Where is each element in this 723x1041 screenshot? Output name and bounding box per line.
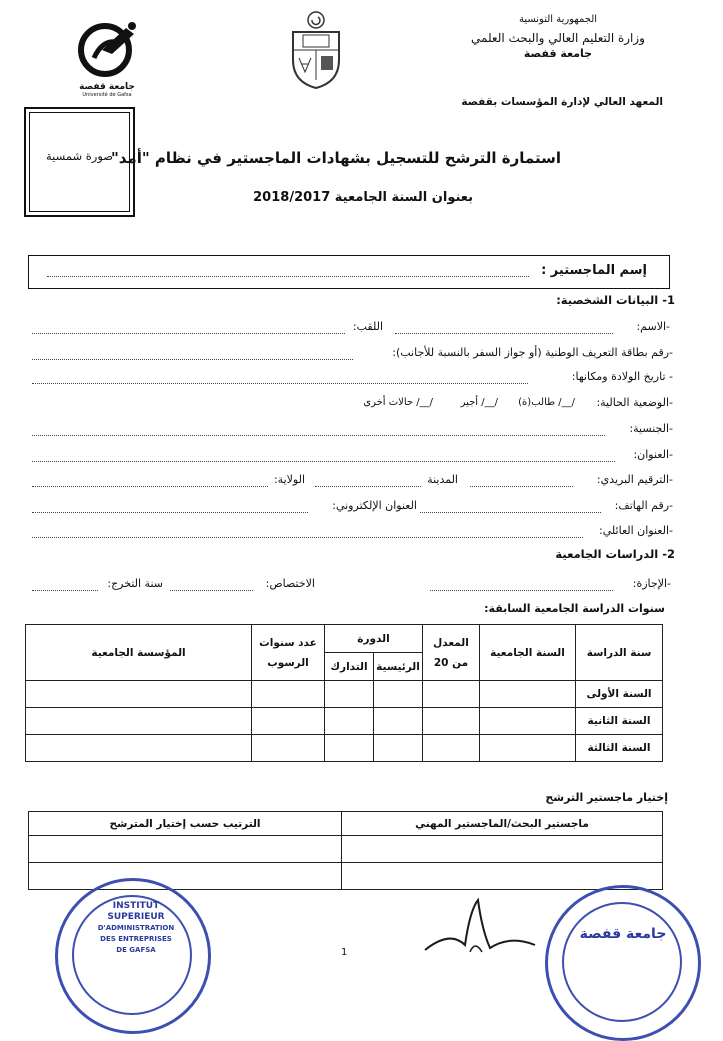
form-title: استمارة الترشح للتسجيل بشهادات الماجستير في نظام "أمد" bbox=[110, 149, 561, 167]
state-field[interactable] bbox=[32, 486, 268, 487]
status-option-employee[interactable]: /__/ أجير bbox=[460, 397, 498, 408]
specialty-label: الاختصاص: bbox=[265, 577, 315, 590]
degree-label: -الإجازة: bbox=[632, 577, 671, 590]
name-field[interactable] bbox=[395, 333, 613, 334]
stamp-line: DE GAFSA bbox=[116, 946, 156, 954]
grad-year-field[interactable] bbox=[32, 590, 98, 591]
master-name-box[interactable] bbox=[28, 255, 670, 289]
page-number: 1 bbox=[341, 947, 348, 958]
email-label: العنوان الإلكتروني: bbox=[332, 499, 417, 512]
header-main: الرئيسية bbox=[374, 653, 423, 681]
family-address-field[interactable] bbox=[32, 537, 583, 538]
state-label: الولاية: bbox=[273, 473, 305, 486]
stamp-line: DES ENTREPRISES bbox=[100, 935, 172, 943]
previous-years-label: سنوات الدراسة الجامعية السابقة: bbox=[484, 602, 665, 615]
stamp-line: INSTITUT bbox=[112, 901, 160, 911]
family-address-label: -العنوان العائلي: bbox=[599, 524, 673, 537]
form-subtitle: بعنوان السنة الجامعية 2018/2017 bbox=[253, 190, 473, 205]
name-label: -الاسم: bbox=[636, 320, 670, 333]
status-label: -الوضعية الحالية: bbox=[596, 396, 673, 409]
section2-heading: 2- الدراسات الجامعية bbox=[555, 547, 675, 561]
header-master: ماجستير البحث/الماجستير المهني bbox=[342, 812, 663, 836]
university-stamp bbox=[545, 885, 701, 1041]
institute-stamp bbox=[55, 878, 211, 1034]
header-academic-year: السنة الجامعية bbox=[480, 625, 576, 681]
nationality-label: -الجنسية: bbox=[629, 422, 673, 435]
master-name-label: إسم الماجستير : bbox=[541, 263, 647, 278]
stamp-text: جامعة قفصة bbox=[579, 926, 667, 942]
nationality-field[interactable] bbox=[32, 435, 605, 436]
header-rank: الترتيب حسب إختيار المترشح bbox=[29, 812, 342, 836]
header-fail-years-line2: الرسوب bbox=[267, 656, 309, 669]
gafsa-logo-icon bbox=[72, 20, 142, 78]
header-average-line1: المعدل bbox=[433, 636, 469, 649]
choice-heading: إختيار ماجستير الترشح bbox=[545, 791, 668, 804]
institute-label: المعهد العالي لإدارة المؤسسات بقفصة bbox=[461, 96, 663, 108]
stamp-line: D'ADMINISTRATION bbox=[97, 924, 175, 932]
row-label: السنة الثانية bbox=[576, 708, 663, 735]
status-option-other[interactable]: /__/ حالات أخرى bbox=[363, 397, 433, 408]
section1-heading: 1- البيانات الشخصية: bbox=[556, 293, 675, 307]
row-label: السنة الأولى bbox=[576, 681, 663, 708]
header-fail-years-line1: عدد سنوات bbox=[259, 636, 317, 649]
id-label: -رقم بطاقة التعريف الوطنية (أو جواز السفر بالنسبة للأجانب): bbox=[392, 346, 673, 359]
master-name-field[interactable] bbox=[47, 276, 529, 277]
university-label: جامعة قفصة bbox=[523, 47, 593, 60]
table-row bbox=[26, 708, 663, 735]
stamp-line: SUPERIEUR bbox=[107, 912, 165, 922]
header-retake: التدارك bbox=[325, 653, 374, 681]
row-label: السنة الثالثة bbox=[576, 735, 663, 762]
email-field[interactable] bbox=[32, 512, 308, 513]
birth-label: - تاريخ الولادة ومكانها: bbox=[571, 370, 673, 383]
table-row bbox=[29, 836, 663, 863]
logo-text-ar: جامعة قفصة bbox=[79, 82, 135, 92]
ministry-label: وزارة التعليم العالي والبحث العلمي bbox=[471, 31, 645, 45]
postal-label: -الترقيم البريدي: bbox=[596, 473, 673, 486]
photo-box-label: صورة شمسية bbox=[45, 149, 114, 163]
surname-field[interactable] bbox=[32, 333, 345, 334]
logo-text-fr: Université de Gafsa bbox=[82, 92, 132, 98]
birth-field[interactable] bbox=[32, 383, 528, 384]
studies-table bbox=[25, 624, 663, 762]
header-average bbox=[423, 625, 480, 681]
status-option-student[interactable]: /__/ طالب(ة) bbox=[518, 397, 575, 408]
signature-icon bbox=[420, 890, 540, 960]
phone-label: -رقم الهاتف: bbox=[614, 499, 673, 512]
header-year: سنة الدراسة bbox=[576, 625, 663, 681]
republic-label: الجمهورية التونسية bbox=[518, 14, 598, 25]
postal-field[interactable] bbox=[470, 486, 573, 487]
address-label: -العنوان: bbox=[633, 448, 673, 461]
header-average-line2: من 20 bbox=[433, 656, 469, 669]
degree-field[interactable] bbox=[430, 590, 613, 591]
header-session: الدورة bbox=[325, 625, 423, 653]
id-field[interactable] bbox=[32, 359, 353, 360]
city-field[interactable] bbox=[315, 486, 421, 487]
grad-year-label: سنة التخرج: bbox=[107, 577, 163, 590]
university-logo bbox=[72, 20, 142, 98]
city-label: المدينة bbox=[427, 473, 458, 486]
specialty-field[interactable] bbox=[170, 590, 253, 591]
header-fail-years bbox=[252, 625, 325, 681]
header-institution: المؤسسة الجامعية bbox=[26, 625, 252, 681]
phone-field[interactable] bbox=[420, 512, 601, 513]
coat-of-arms-icon bbox=[285, 10, 347, 90]
address-field[interactable] bbox=[32, 461, 615, 462]
table-row bbox=[26, 735, 663, 762]
tunisia-coat-of-arms bbox=[285, 10, 347, 90]
table-row bbox=[26, 681, 663, 708]
ministry-header bbox=[448, 14, 668, 60]
surname-label: اللقب: bbox=[352, 320, 383, 333]
